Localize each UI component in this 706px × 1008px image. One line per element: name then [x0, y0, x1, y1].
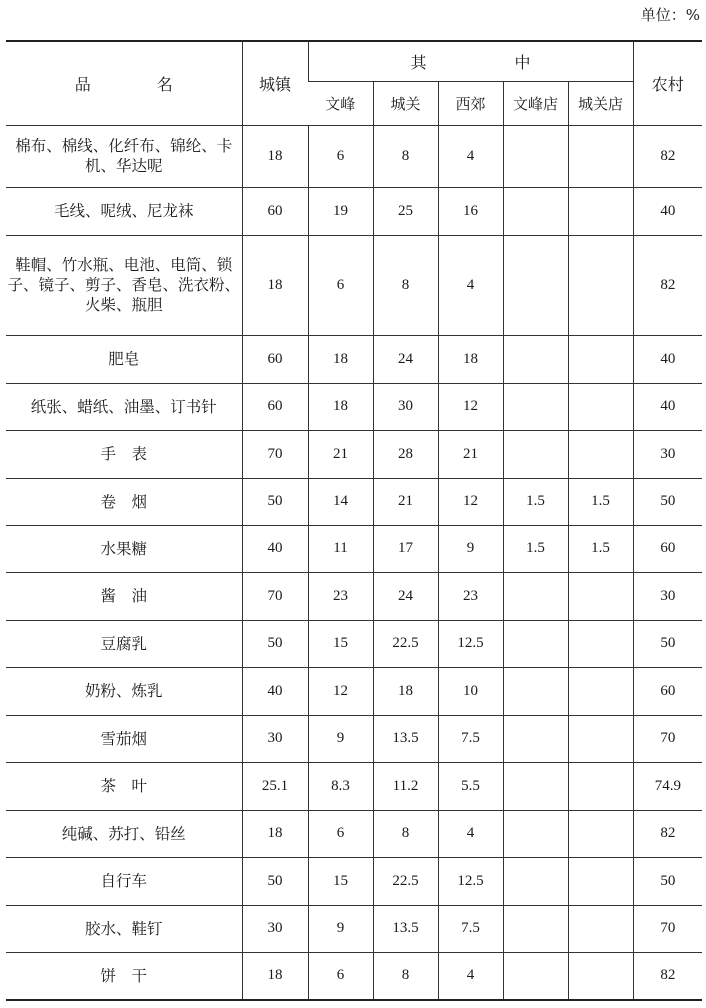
wenfeng-cell: 19 [308, 187, 373, 235]
chengguan-cell: 24 [373, 572, 438, 620]
xijiao-cell: 4 [438, 810, 503, 857]
town-cell: 60 [242, 335, 308, 383]
town-cell: 50 [242, 857, 308, 905]
table-row [6, 383, 702, 430]
item-name-cell: 水果糖 [6, 525, 242, 572]
chengguan-store-cell [568, 667, 633, 715]
item-name-cell: 毛线、呢绒、尼龙袜 [6, 187, 242, 235]
rural-cell: 50 [633, 478, 702, 525]
chengguan-store-cell [568, 762, 633, 810]
rural-cell: 60 [633, 667, 702, 715]
wenfeng-store-cell [503, 430, 568, 478]
rural-cell: 70 [633, 715, 702, 762]
wenfeng-store-cell [503, 667, 568, 715]
rural-cell: 40 [633, 335, 702, 383]
item-name-cell: 纯碱、苏打、铅丝 [6, 810, 242, 857]
table-row [6, 952, 702, 1000]
distribution-table [6, 40, 702, 1001]
chengguan-cell: 8 [373, 235, 438, 335]
rural-cell: 60 [633, 525, 702, 572]
header-among: 其中 [308, 41, 633, 81]
town-cell: 18 [242, 810, 308, 857]
wenfeng-store-cell [503, 572, 568, 620]
wenfeng-store-cell: 1.5 [503, 478, 568, 525]
table-row [6, 478, 702, 525]
xijiao-cell: 18 [438, 335, 503, 383]
town-cell: 18 [242, 125, 308, 187]
rural-cell: 74.9 [633, 762, 702, 810]
wenfeng-store-cell [503, 715, 568, 762]
town-cell: 18 [242, 952, 308, 1000]
item-name-cell: 豆腐乳 [6, 620, 242, 667]
unit-note: 单位：% [640, 6, 700, 24]
chengguan-store-cell [568, 857, 633, 905]
item-name-cell: 自行车 [6, 857, 242, 905]
chengguan-cell: 22.5 [373, 857, 438, 905]
rural-cell: 82 [633, 810, 702, 857]
wenfeng-cell: 6 [308, 235, 373, 335]
item-name-cell: 雪茄烟 [6, 715, 242, 762]
town-cell: 50 [242, 620, 308, 667]
wenfeng-store-cell [503, 620, 568, 667]
table-row [6, 857, 702, 905]
wenfeng-cell: 6 [308, 810, 373, 857]
wenfeng-cell: 18 [308, 383, 373, 430]
xijiao-cell: 4 [438, 952, 503, 1000]
town-cell: 30 [242, 905, 308, 952]
wenfeng-cell: 11 [308, 525, 373, 572]
wenfeng-cell: 12 [308, 667, 373, 715]
wenfeng-store-cell [503, 762, 568, 810]
chengguan-store-cell [568, 235, 633, 335]
town-cell: 60 [242, 187, 308, 235]
rural-cell: 30 [633, 430, 702, 478]
wenfeng-cell: 23 [308, 572, 373, 620]
xijiao-cell: 9 [438, 525, 503, 572]
xijiao-cell: 12 [438, 383, 503, 430]
chengguan-store-cell [568, 187, 633, 235]
xijiao-cell: 5.5 [438, 762, 503, 810]
wenfeng-cell: 15 [308, 857, 373, 905]
table-row [6, 572, 702, 620]
wenfeng-cell: 21 [308, 430, 373, 478]
table-row [6, 525, 702, 572]
wenfeng-store-cell: 1.5 [503, 525, 568, 572]
town-cell: 70 [242, 572, 308, 620]
table-row [6, 125, 702, 187]
header-chengguan-store: 城关店 [568, 81, 633, 125]
wenfeng-store-cell [503, 187, 568, 235]
rural-cell: 40 [633, 187, 702, 235]
wenfeng-store-cell [503, 383, 568, 430]
wenfeng-cell: 14 [308, 478, 373, 525]
xijiao-cell: 7.5 [438, 905, 503, 952]
wenfeng-cell: 8.3 [308, 762, 373, 810]
chengguan-cell: 18 [373, 667, 438, 715]
item-name-cell: 酱 油 [6, 572, 242, 620]
xijiao-cell: 4 [438, 235, 503, 335]
chengguan-cell: 21 [373, 478, 438, 525]
town-cell: 50 [242, 478, 308, 525]
header-wenfeng: 文峰 [308, 81, 373, 125]
table-body [6, 125, 702, 1000]
table-row [6, 762, 702, 810]
header-rural: 农村 [633, 41, 702, 125]
header-town: 城镇 [242, 41, 308, 125]
table-row [6, 667, 702, 715]
item-name-cell: 胶水、鞋钉 [6, 905, 242, 952]
chengguan-store-cell [568, 952, 633, 1000]
wenfeng-store-cell [503, 335, 568, 383]
chengguan-store-cell [568, 335, 633, 383]
wenfeng-store-cell [503, 810, 568, 857]
wenfeng-store-cell [503, 857, 568, 905]
chengguan-store-cell [568, 430, 633, 478]
chengguan-store-cell [568, 125, 633, 187]
chengguan-cell: 13.5 [373, 905, 438, 952]
wenfeng-cell: 18 [308, 335, 373, 383]
town-cell: 40 [242, 667, 308, 715]
chengguan-cell: 24 [373, 335, 438, 383]
xijiao-cell: 12 [438, 478, 503, 525]
xijiao-cell: 4 [438, 125, 503, 187]
town-cell: 25.1 [242, 762, 308, 810]
header-wenfeng-store: 文峰店 [503, 81, 568, 125]
rural-cell: 40 [633, 383, 702, 430]
town-cell: 18 [242, 235, 308, 335]
wenfeng-cell: 9 [308, 715, 373, 762]
item-name-cell: 纸张、蜡纸、油墨、订书针 [6, 383, 242, 430]
chengguan-store-cell: 1.5 [568, 525, 633, 572]
xijiao-cell: 16 [438, 187, 503, 235]
wenfeng-cell: 6 [308, 952, 373, 1000]
item-name-cell: 肥皂 [6, 335, 242, 383]
xijiao-cell: 12.5 [438, 620, 503, 667]
rural-cell: 50 [633, 620, 702, 667]
chengguan-cell: 17 [373, 525, 438, 572]
item-name-cell: 茶 叶 [6, 762, 242, 810]
xijiao-cell: 21 [438, 430, 503, 478]
chengguan-cell: 30 [373, 383, 438, 430]
chengguan-store-cell [568, 905, 633, 952]
rural-cell: 50 [633, 857, 702, 905]
item-name-cell: 卷 烟 [6, 478, 242, 525]
chengguan-store-cell [568, 620, 633, 667]
town-cell: 30 [242, 715, 308, 762]
town-cell: 60 [242, 383, 308, 430]
table-row [6, 810, 702, 857]
rural-cell: 82 [633, 235, 702, 335]
table-row [6, 620, 702, 667]
table-row [6, 905, 702, 952]
wenfeng-store-cell [503, 235, 568, 335]
table-row [6, 235, 702, 335]
rural-cell: 82 [633, 125, 702, 187]
rural-cell: 70 [633, 905, 702, 952]
item-name-cell: 手 表 [6, 430, 242, 478]
table-row [6, 430, 702, 478]
chengguan-cell: 25 [373, 187, 438, 235]
chengguan-store-cell [568, 572, 633, 620]
wenfeng-cell: 15 [308, 620, 373, 667]
wenfeng-store-cell [503, 952, 568, 1000]
chengguan-cell: 28 [373, 430, 438, 478]
chengguan-cell: 8 [373, 810, 438, 857]
header-item-name: 品名 [6, 41, 242, 125]
chengguan-cell: 8 [373, 952, 438, 1000]
item-name-cell: 棉布、棉线、化纤布、锦纶、卡机、华达呢 [6, 125, 242, 187]
chengguan-cell: 13.5 [373, 715, 438, 762]
item-name-cell: 奶粉、炼乳 [6, 667, 242, 715]
town-cell: 70 [242, 430, 308, 478]
chengguan-cell: 22.5 [373, 620, 438, 667]
xijiao-cell: 23 [438, 572, 503, 620]
header-xijiao: 西郊 [438, 81, 503, 125]
wenfeng-cell: 9 [308, 905, 373, 952]
table-row [6, 187, 702, 235]
xijiao-cell: 10 [438, 667, 503, 715]
xijiao-cell: 12.5 [438, 857, 503, 905]
xijiao-cell: 7.5 [438, 715, 503, 762]
wenfeng-store-cell [503, 905, 568, 952]
rural-cell: 30 [633, 572, 702, 620]
table-row [6, 715, 702, 762]
chengguan-store-cell [568, 383, 633, 430]
chengguan-cell: 11.2 [373, 762, 438, 810]
item-name-cell: 鞋帽、竹水瓶、电池、电筒、锁子、镜子、剪子、香皂、洗衣粉、火柴、瓶胆 [6, 235, 242, 335]
chengguan-store-cell: 1.5 [568, 478, 633, 525]
town-cell: 40 [242, 525, 308, 572]
chengguan-store-cell [568, 810, 633, 857]
rural-cell: 82 [633, 952, 702, 1000]
header-chengguan: 城关 [373, 81, 438, 125]
chengguan-cell: 8 [373, 125, 438, 187]
table-row [6, 335, 702, 383]
chengguan-store-cell [568, 715, 633, 762]
item-name-cell: 饼 干 [6, 952, 242, 1000]
wenfeng-cell: 6 [308, 125, 373, 187]
wenfeng-store-cell [503, 125, 568, 187]
